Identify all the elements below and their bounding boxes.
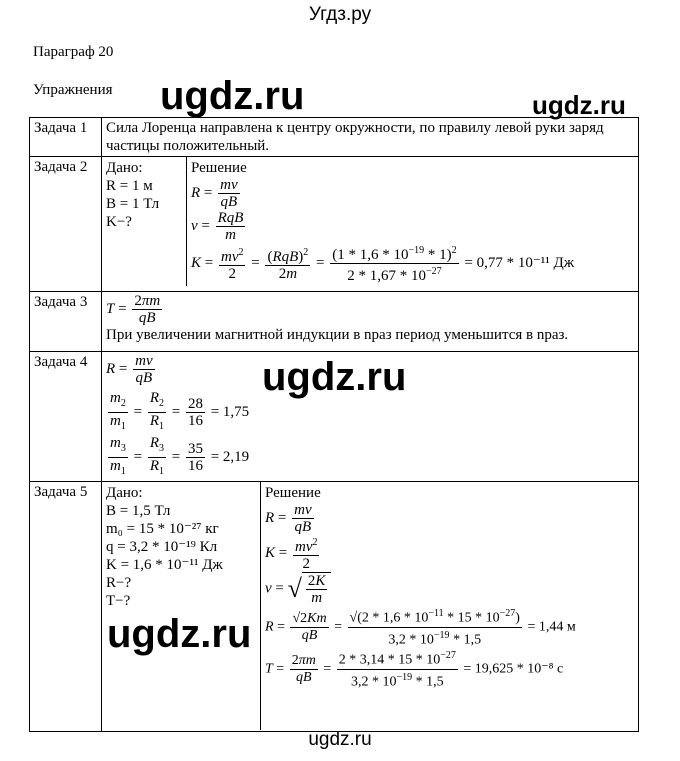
formula-k: K = $\frac{mv^2}{2}$ = $\frac{(RqB)^2}{2m}$ = $\frac{(1 * 1,6 * 10^{-19} * 1)^2}{2 * 1,67 * 10^{-27}}$ = 0,77 * 10⁻¹¹ Дж <box>191 245 575 284</box>
formula-r-calc: R = $\frac{√2Km}{qB}$ = $\frac{√(2 * 1,6 * 10^{-11} * 15 * 10^{-27})}{3,2 * 10^{-19} * 1,5}$ = 1,44 м <box>265 608 576 648</box>
watermark: ugdz.ru <box>160 74 305 118</box>
task-1-label: Задача 1 <box>30 118 102 157</box>
task-3-row <box>30 292 639 352</box>
task-2-row <box>30 157 639 292</box>
given-item: B = 1 Тл <box>106 196 160 212</box>
ratio-1: $\frac{m_2}{m_1}$ = $\frac{R_2}{R_1}$ = $\frac{28}{16}$ = 1,75 <box>110 390 250 432</box>
given-item: B = 1,5 Тл <box>106 503 171 519</box>
given-item: R−? <box>106 575 132 591</box>
task-1-row <box>30 118 639 157</box>
task-3-text: При увеличении магнитной индукции в nраз период уменьшится в nраз. <box>106 327 569 343</box>
exercises-heading: Упражнения <box>33 82 113 98</box>
task-5-row <box>30 482 639 732</box>
task-5-r-result: = 1,44 м <box>527 619 576 635</box>
formula-r: R = $\frac{mv}{qB}$ <box>191 177 238 210</box>
task-2-label: Задача 2 <box>30 157 102 292</box>
formula-t: T = $\frac{2\pi m}{qB}$ <box>106 293 161 326</box>
ratio-2: $\frac{m_3}{m_1}$ = $\frac{R_3}{R_1}$ = $\frac{35}{16}$ = 2,19 <box>110 435 250 477</box>
site-footer: ugdz.ru <box>308 729 372 750</box>
formula-v: v = $\frac{\text{RqB}}{m}$ <box>191 210 244 243</box>
solution-title: Решение <box>191 160 247 176</box>
given-title: Дано: <box>106 485 143 501</box>
paragraph-heading: Параграф 20 <box>33 44 114 60</box>
watermark: ugdz.ru <box>107 612 252 656</box>
given-item: q = 3,2 * 10⁻¹⁹ Кл <box>106 539 218 555</box>
ratio-1-result: = 1,75 <box>210 403 250 420</box>
given-title: Дано: <box>106 160 143 176</box>
task-2-given <box>102 157 187 286</box>
solution-title: Решение <box>265 485 321 501</box>
given-item: m₀ = 15 * 10⁻²⁷ кг <box>106 521 219 537</box>
task-5-label: Задача 5 <box>30 482 102 732</box>
site-title: Угдз.ру <box>308 4 372 25</box>
task-5-t-result: = 19,625 * 10⁻⁸ с <box>463 661 564 677</box>
ratio-2-result: = 2,19 <box>210 448 250 465</box>
task-2-body <box>102 157 638 286</box>
task-4-label: Задача 4 <box>30 352 102 482</box>
watermark: ugdz.ru <box>262 355 407 399</box>
formula-t-calc: T = $\frac{2\pi m}{qB}$ = $\frac{2 * 3,14 * 15 * 10^{-27}}{3,2 * 10^{-19} * 1,5}$ = 19,625 * 10⁻⁸ с <box>265 650 564 690</box>
task-5-solution <box>261 482 580 730</box>
watermark: ugdz.ru <box>532 90 626 120</box>
given-item: K−? <box>106 214 132 230</box>
given-item: T−? <box>106 593 131 609</box>
formula-k: K = $\frac{mv^2}{2}$ <box>265 537 318 572</box>
given-item: K = 1,6 * 10⁻¹¹ Дж <box>106 557 223 573</box>
task-3-label: Задача 3 <box>30 292 102 352</box>
task-2-result: = 0,77 * 10⁻¹¹ Дж <box>464 254 575 271</box>
formula-v: v = √ $\frac{2K}{m}$ <box>265 572 576 606</box>
given-item: R = 1 м <box>106 178 153 194</box>
formula-r: R = $\frac{mv}{qB}$ <box>106 353 153 386</box>
task-5-body <box>102 482 638 730</box>
formula-r: R = $\frac{mv}{qB}$ <box>265 502 312 535</box>
task-2-solution <box>187 157 578 286</box>
task-1-text: Сила Лоренца направлена к центру окружности, по правилу левой руки заряд частицы положительный. <box>102 118 639 157</box>
task-5-given <box>102 482 261 730</box>
